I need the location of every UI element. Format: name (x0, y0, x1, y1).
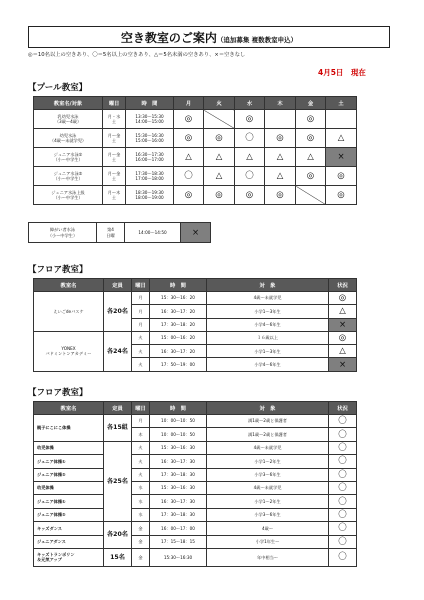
floor1-header-cell: 対 象 (207, 279, 329, 292)
time-cell (126, 148, 174, 167)
target-cell: 小学4～6年生 (207, 318, 329, 331)
floor1-table (33, 278, 357, 372)
floor2-section-title: 【フロア教室】 (28, 388, 88, 398)
floor1-header-row (34, 279, 357, 292)
day-text: 日曜 (106, 232, 115, 238)
time-cell: 16：30～17：20 (150, 305, 207, 318)
status-mark: △ (204, 148, 235, 167)
status-mark (326, 110, 357, 129)
pool-header-cell: 金 (296, 97, 326, 110)
pool-row (34, 110, 357, 129)
status-mark: ◎ (174, 129, 204, 148)
day-cell (103, 110, 126, 129)
status-mark: 〇 (329, 522, 357, 535)
status-mark: 〇 (174, 167, 204, 186)
status-mark: △ (204, 167, 235, 186)
time-cell: 17：50～19：00 (150, 358, 207, 371)
status-mark: ◎ (235, 110, 265, 129)
pool-header-cell: 火 (204, 97, 235, 110)
status-mark: 〇 (235, 167, 265, 186)
floor2-row (34, 415, 357, 428)
status-mark: ◎ (329, 292, 357, 305)
status-mark: 〇 (329, 441, 357, 454)
time-cell: 16：30～17：20 (150, 345, 207, 358)
class-name-cell (34, 495, 104, 508)
floor2-header-cell: 状況 (329, 402, 357, 415)
floor2-header-cell: 定員 (104, 402, 132, 415)
status-mark: ◎ (204, 129, 235, 148)
target-cell: 小学3～6年生 (207, 468, 329, 481)
status-mark: ◎ (265, 186, 296, 205)
day-cell: 火 (132, 468, 150, 481)
time-text: 17:30～18:30 (135, 170, 164, 176)
target-cell: 満1歳～2歳と保護者 (207, 415, 329, 428)
class-name-cell (34, 292, 104, 332)
status-mark: △ (235, 148, 265, 167)
capacity-cell: 15名 (104, 548, 132, 566)
class-name-cell (34, 548, 104, 566)
pool-header-cell: 月 (174, 97, 204, 110)
floor2-row (34, 495, 357, 508)
class-name-sub: バドミントンアカデミー (45, 351, 92, 357)
pool-row (34, 129, 357, 148)
day-text: 土 (111, 157, 117, 162)
floor2-row (34, 522, 357, 535)
floor1-row (34, 292, 357, 305)
class-name-cell (34, 415, 104, 442)
capacity-cell: 各24名 (104, 331, 132, 371)
pool-row (34, 167, 357, 186)
floor1-section-title: 【フロア教室】 (28, 265, 88, 275)
status-mark: 〇 (329, 455, 357, 468)
class-name: 幼児体操 (37, 445, 54, 451)
legend-text: ◎＝10名以上の空きあり、〇＝5名以上の空きあり、△＝5名未満の空きあり、×＝空きなし (28, 52, 246, 58)
status-mark: △ (296, 148, 326, 167)
floor2-row (34, 455, 357, 468)
status-mark: 〇 (329, 508, 357, 521)
time-cell: 17：30～18：20 (150, 318, 207, 331)
class-name: ジュニア体操② (37, 472, 66, 478)
time-text: 15:30～16:30 (135, 132, 164, 138)
day-text: 月・水 (107, 113, 121, 119)
class-name: YONEX (61, 345, 76, 351)
time-text: 18:00～19:00 (135, 195, 164, 200)
pool-extra-table (28, 222, 211, 243)
class-name-cell (34, 522, 104, 535)
day-cell: 火 (132, 455, 150, 468)
day-cell: 火 (132, 358, 150, 371)
status-mark (296, 186, 326, 205)
time-text: 14:00～15:00 (135, 119, 164, 124)
status-mark: × (326, 148, 357, 167)
time-cell: 16：00～17：00 (150, 522, 207, 535)
day-cell: 月 (132, 318, 150, 331)
status-mark: 〇 (329, 495, 357, 508)
day-cell: 火 (132, 441, 150, 454)
status-mark: ◎ (296, 167, 326, 186)
pool-table (33, 96, 357, 205)
class-name-cell (34, 481, 104, 494)
class-name-cell (34, 468, 104, 481)
pool-section-title: 【プール教室】 (28, 83, 88, 93)
class-name: ジュニア体操① (37, 458, 66, 464)
status-mark (204, 110, 235, 129)
class-name: ジュニア水泳上級 (51, 189, 85, 195)
day-cell: 木 (132, 428, 150, 441)
floor1-header-cell: 状況 (329, 279, 357, 292)
floor2-header-cell: 対 象 (207, 402, 329, 415)
status-mark: × (329, 318, 357, 331)
day-cell (103, 129, 126, 148)
floor2-row (34, 481, 357, 494)
pool-header-cell: 木 (265, 97, 296, 110)
day-cell: 月 (132, 292, 150, 305)
time-text: 18:30～19:30 (135, 189, 164, 195)
target-cell: 4歳～未就学児 (207, 441, 329, 454)
status-mark: ◎ (265, 129, 296, 148)
day-text: 第4 (107, 227, 114, 233)
class-target: （小～中学生） (53, 157, 83, 162)
day-text: 月～木 (107, 189, 121, 195)
time-cell: 15：00～16：20 (150, 331, 207, 344)
floor2-header-cell: 曜日 (132, 402, 150, 415)
class-name: 幼児体操 (37, 485, 54, 491)
page-subtitle: （追加募集 複数教室申込） (216, 36, 298, 44)
class-name: ジュニア水泳② (53, 170, 83, 176)
time-text: 15:00～16:00 (135, 138, 164, 143)
target-cell: 4歳～未就学児 (207, 292, 329, 305)
day-cell: 火 (132, 331, 150, 344)
time-cell: 17：15～18：15 (150, 535, 207, 548)
floor2-row (34, 468, 357, 481)
status-mark: ◎ (326, 167, 357, 186)
class-name-cell (34, 129, 103, 148)
day-text: 月～金 (107, 170, 121, 176)
time-cell: 16：30～17：30 (150, 495, 207, 508)
status-mark: △ (265, 148, 296, 167)
day-cell: 火 (132, 345, 150, 358)
class-name-cell (34, 167, 103, 186)
target-cell: 小学1～3年生 (207, 345, 329, 358)
status-mark: 〇 (329, 535, 357, 548)
day-cell: 金 (132, 548, 150, 566)
day-text: 月～金 (107, 151, 121, 157)
floor2-table (33, 401, 357, 567)
floor1-row (34, 331, 357, 344)
capacity-cell: 各20名 (104, 292, 132, 332)
day-cell: 水 (132, 495, 150, 508)
day-cell (103, 186, 126, 205)
floor2-row (34, 535, 357, 548)
status-mark: ◎ (174, 186, 204, 205)
floor2-header-row (34, 402, 357, 415)
page-title: 空き教室のご案内 (120, 31, 217, 45)
time-text: 17:00～18:00 (135, 176, 164, 181)
class-name-cell (34, 508, 104, 521)
day-text: 土 (111, 119, 117, 124)
pool-header-cell: 水 (235, 97, 265, 110)
pool-header-cell: 教室名/対象 (34, 97, 103, 110)
day-cell: 月 (132, 415, 150, 428)
target-cell: 小学1～3年生 (207, 305, 329, 318)
time-text: 16:00～17:00 (135, 157, 164, 162)
status-mark: △ (329, 345, 357, 358)
class-name-sub: ＆元気アップ (37, 557, 62, 563)
day-cell (97, 223, 125, 243)
status-mark: ◎ (296, 129, 326, 148)
floor1-header-cell: 定員 (104, 279, 132, 292)
class-name: キッズダンス (37, 525, 62, 531)
class-name: キッズトランポリン (37, 552, 75, 557)
capacity-cell: 各15組 (104, 415, 132, 442)
class-name: 障がい者水泳 (49, 227, 76, 233)
floor2-header-cell: 教室名 (34, 402, 104, 415)
status-mark: 〇 (329, 481, 357, 494)
time-cell: 10：00～10：50 (150, 415, 207, 428)
day-cell (103, 167, 126, 186)
status-mark: ◎ (326, 186, 357, 205)
time-cell: 16：30～17：30 (150, 455, 207, 468)
class-name-cell (34, 441, 104, 454)
day-cell: 金 (132, 522, 150, 535)
capacity-cell: 各20名 (104, 522, 132, 549)
day-cell (103, 148, 126, 167)
day-text: 土 (111, 195, 117, 200)
class-target: （小～中学生） (47, 232, 78, 238)
time-text: 16:30～17:30 (135, 151, 164, 157)
target-cell: 小学1年生～ (207, 535, 329, 548)
pool-header-cell: 土 (326, 97, 357, 110)
target-cell: 小学1～2年生 (207, 495, 329, 508)
class-name-cell (34, 331, 104, 371)
class-name: 乳幼児水泳 (57, 113, 79, 119)
day-cell: 金 (132, 535, 150, 548)
time-cell (126, 167, 174, 186)
time-cell (126, 110, 174, 129)
status-mark: × (181, 223, 211, 243)
class-name: えいごdeバスケ (53, 308, 84, 314)
pool-row (34, 186, 357, 205)
target-cell: １６歳以上 (207, 331, 329, 344)
status-mark: × (329, 358, 357, 371)
class-name: ジュニア体操② (37, 512, 66, 518)
time-cell: 15：30～16：30 (150, 481, 207, 494)
time-cell: 10：00～10：50 (150, 428, 207, 441)
status-mark: △ (326, 129, 357, 148)
status-mark: ◎ (174, 110, 204, 129)
title-box (28, 26, 390, 48)
time-cell: 15：30～16：20 (150, 292, 207, 305)
target-cell: 小学3～6年生 (207, 508, 329, 521)
status-mark: ◎ (204, 186, 235, 205)
status-mark: ◎ (235, 186, 265, 205)
floor1-header-cell: 教室名 (34, 279, 104, 292)
day-text: 土 (111, 138, 117, 143)
class-name-cell (34, 186, 103, 205)
target-cell: 小学4～6年生 (207, 358, 329, 371)
class-name: ジュニアダンス (37, 539, 66, 544)
status-mark: 〇 (329, 468, 357, 481)
day-text: 月～金 (107, 132, 121, 138)
target-cell: 満1歳～2歳と保護者 (207, 428, 329, 441)
day-cell: 水 (132, 508, 150, 521)
floor2-row (34, 508, 357, 521)
class-name-cell (34, 148, 103, 167)
time-cell (126, 129, 174, 148)
pool-row (34, 148, 357, 167)
class-name: ジュニア水泳① (53, 151, 83, 157)
status-mark: △ (265, 167, 296, 186)
time-cell (126, 186, 174, 205)
status-mark: 〇 (329, 415, 357, 428)
floor2-header-cell: 時 間 (150, 402, 207, 415)
class-name: 幼児水泳 (59, 132, 77, 138)
pool-header-cell: 時 間 (126, 97, 174, 110)
day-cell: 水 (132, 481, 150, 494)
time-cell: 17：30～18：30 (150, 468, 207, 481)
time-cell: 15：30～16：30 (150, 441, 207, 454)
class-name-cell (29, 223, 97, 243)
time-text: 13:30～15:30 (135, 113, 164, 119)
floor2-row (34, 548, 357, 566)
target-cell: 年中相当～ (207, 548, 329, 566)
capacity-cell: 各25名 (104, 441, 132, 521)
target-cell: 4歳～未就学児 (207, 481, 329, 494)
day-cell: 月 (132, 305, 150, 318)
status-mark: △ (174, 148, 204, 167)
status-mark: 〇 (329, 548, 357, 566)
floor1-header-cell: 時 間 (150, 279, 207, 292)
class-name-cell (34, 110, 103, 129)
status-mark: △ (329, 305, 357, 318)
pool-extra-row (29, 223, 211, 243)
target-cell: 小学1～2年生 (207, 455, 329, 468)
status-mark (265, 110, 296, 129)
class-name: 親子にこにこ体操 (37, 425, 71, 431)
status-mark: ◎ (329, 331, 357, 344)
status-mark: 〇 (235, 129, 265, 148)
class-target: （小～中学生） (53, 176, 83, 181)
target-cell: 4歳～ (207, 522, 329, 535)
class-target: （4歳～未就学児） (49, 138, 87, 143)
class-name-cell (34, 535, 104, 548)
floor2-row (34, 441, 357, 454)
floor1-header-cell: 曜日 (132, 279, 150, 292)
class-target: （小～中学生） (53, 195, 83, 200)
class-target: （3歳～4歳） (54, 119, 82, 124)
status-mark: ◎ (296, 110, 326, 129)
pool-header-row (34, 97, 357, 110)
day-text: 土 (111, 176, 117, 181)
pool-header-cell: 曜日 (103, 97, 126, 110)
class-name-cell (34, 455, 104, 468)
time-cell: 17：30～18：30 (150, 508, 207, 521)
date-text: 4月5日 現在 (318, 68, 366, 77)
class-name: ジュニア体操① (37, 498, 66, 504)
time-cell: 15:30～16:30 (150, 548, 207, 566)
time-cell: 14:00～14:50 (125, 223, 181, 243)
status-mark: 〇 (329, 428, 357, 441)
